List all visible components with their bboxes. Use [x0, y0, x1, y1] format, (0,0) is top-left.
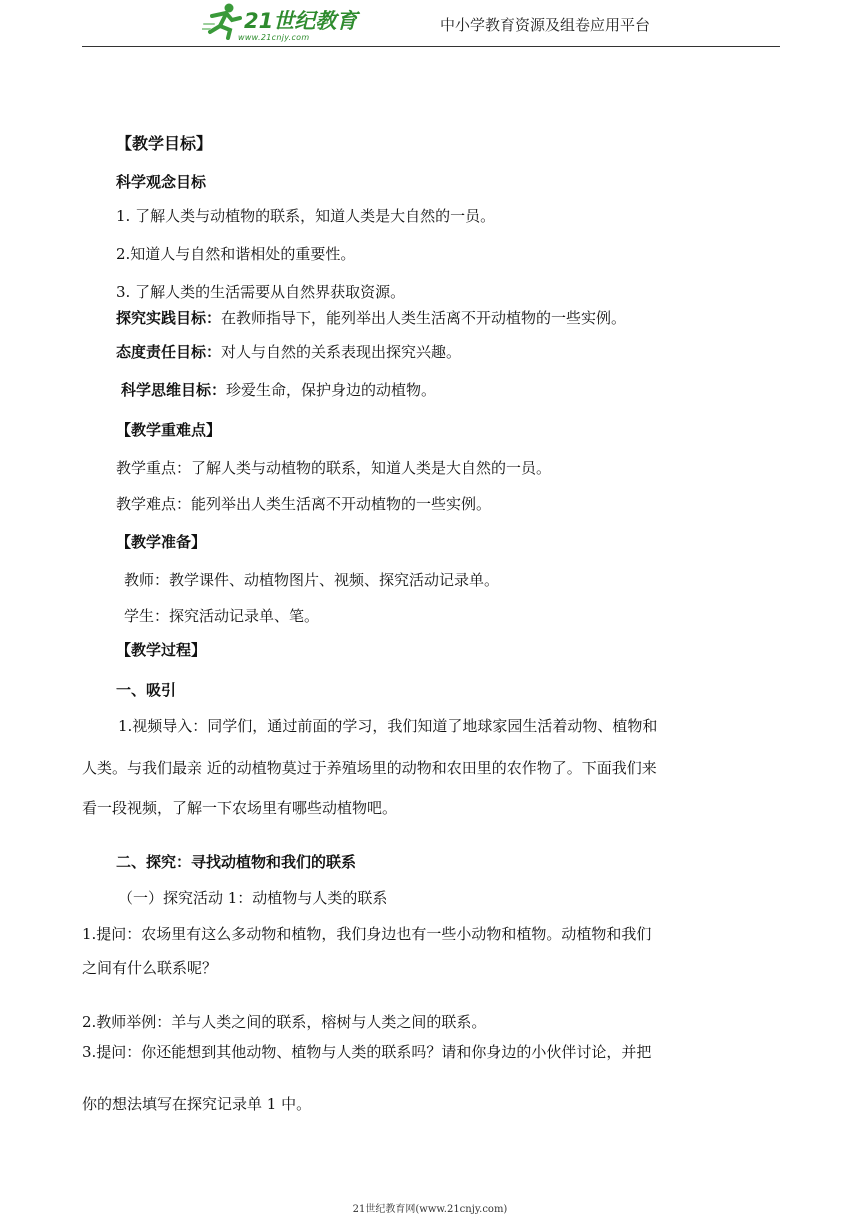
- header-divider: [82, 46, 780, 47]
- attitude-goal-text: 对人与自然的关系表现出探究兴趣。: [221, 343, 462, 361]
- intro-line-2: 人类。与我们最亲 近的动植物莫过于养殖场里的动物和农田里的农作物了。下面我们来: [82, 759, 657, 777]
- prep-student: 学生：探究活动记录单、笔。: [124, 607, 320, 625]
- page-footer: 21世纪教育网(www.21cnjy.com): [352, 1204, 508, 1215]
- activity1-heading: （一）探究活动 1：动植物与人类的联系: [118, 889, 388, 907]
- question3-line-1: 3.提问：你还能想到其他动物、植物与人类的联系吗？请和你身边的小伙伴讨论，并把: [82, 1043, 652, 1061]
- logo-url: www.21cnjy.com: [238, 33, 310, 42]
- question1-line-1: 1.提问：农场里有这么多动物和植物，我们身边也有一些小动物和植物。动植物和我们: [82, 925, 652, 943]
- prep-teacher: 教师：教学课件、动植物图片、视频、探究活动记录单。: [124, 571, 500, 589]
- concept-item-2: 2.知道人与自然和谐相处的重要性。: [116, 245, 356, 263]
- practice-goal: [116, 308, 626, 328]
- teacher-example: 2.教师举例：羊与人类之间的联系，榕树与人类之间的联系。: [82, 1013, 487, 1031]
- difficulty-point: 教学难点：能列举出人类生活离不开动植物的一些实例。: [116, 495, 492, 513]
- logo-text: 21世纪教育: [244, 9, 358, 33]
- thinking-goal-text: 珍爱生命，保护身边的动植物。: [226, 381, 437, 399]
- section2-heading: 二、探究：寻找动植物和我们的联系: [116, 853, 357, 871]
- thinking-goal-label: 科学思维目标：: [121, 381, 227, 399]
- platform-title: 中小学教育资源及组卷应用平台: [440, 16, 651, 34]
- practice-goal-label: 探究实践目标：: [116, 309, 222, 327]
- process-heading: 【教学过程】: [116, 641, 207, 659]
- attitude-goal-label: 态度责任目标：: [116, 343, 222, 361]
- keypoints-heading: 【教学重难点】: [116, 421, 222, 439]
- goals-heading: 【教学目标】: [116, 134, 213, 153]
- section1-heading: 一、吸引: [116, 681, 177, 699]
- concept-item-3: 3. 了解人类的生活需要从自然界获取资源。: [116, 283, 406, 301]
- prep-heading: 【教学准备】: [116, 533, 207, 551]
- intro-line-1: 1.视频导入：同学们，通过前面的学习，我们知道了地球家园生活着动物、植物和: [118, 717, 658, 735]
- key-point: 教学重点：了解人类与动植物的联系，知道人类是大自然的一员。: [116, 459, 552, 477]
- site-logo: [202, 2, 358, 46]
- question1-line-2: 之间有什么联系呢？: [82, 959, 218, 977]
- sci-concept-heading: 科学观念目标: [116, 173, 207, 191]
- intro-line-3: 看一段视频，了解一下农场里有哪些动植物吧。: [82, 799, 398, 817]
- concept-item-1: 1. 了解人类与动植物的联系，知道人类是大自然的一员。: [116, 207, 496, 225]
- thinking-goal: [121, 380, 436, 400]
- question3-line-2: 你的想法填写在探究记录单 1 中。: [82, 1095, 312, 1113]
- attitude-goal: [116, 342, 461, 362]
- practice-goal-text: 在教师指导下，能列举出人类生活离不开动植物的一些实例。: [221, 309, 627, 327]
